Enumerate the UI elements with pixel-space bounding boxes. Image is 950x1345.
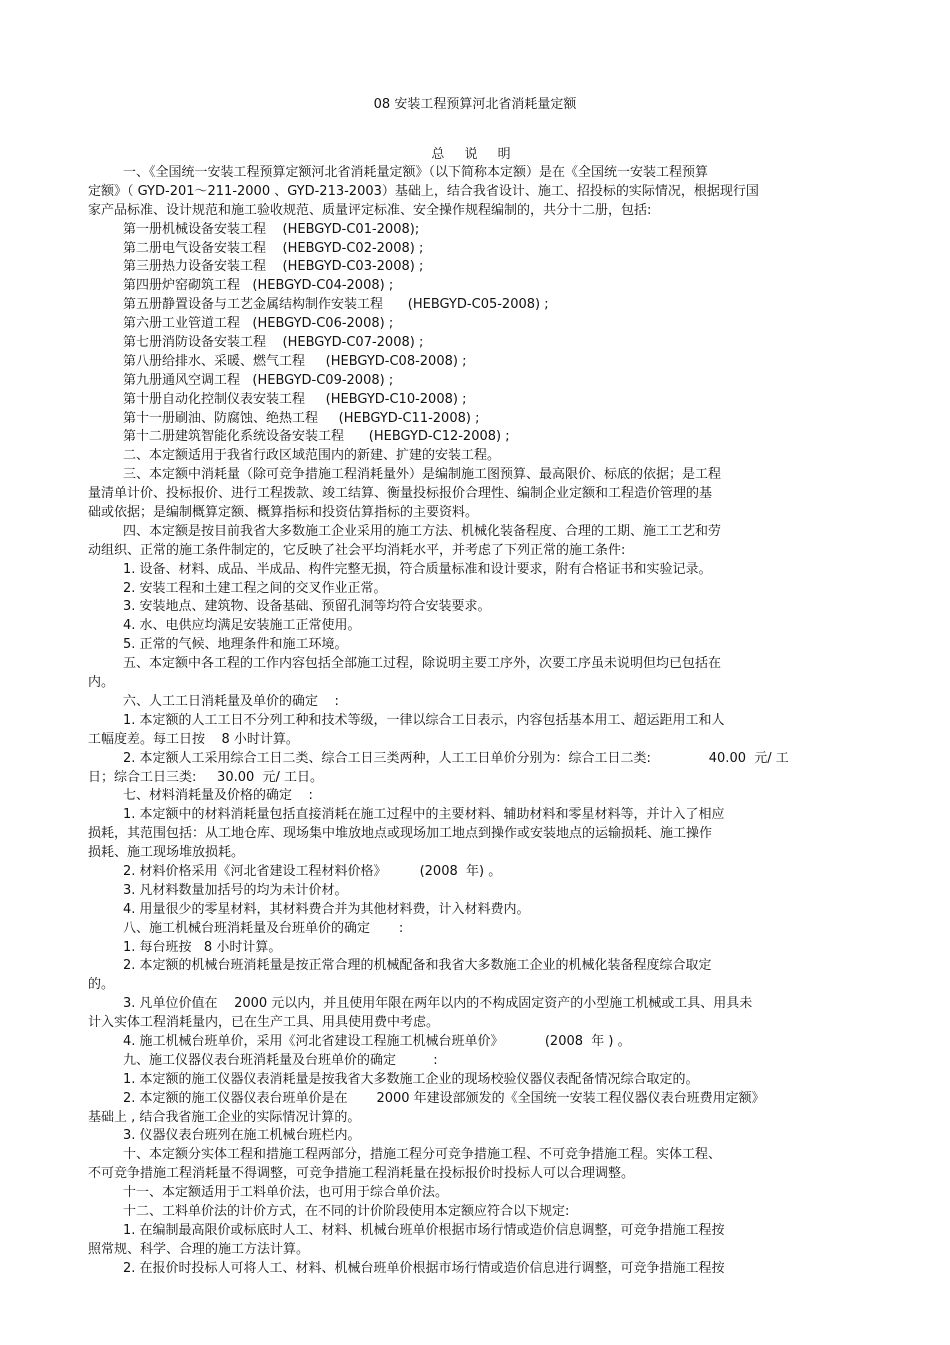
text-line: 基础上 , 结合我省施工企业的实际情况计算的。	[88, 1109, 361, 1125]
text-line: 1. 在编制最高限价或标底时人工、材料、机械台班单价根据市场行情或造价信息调整，可竞争措施工程按	[123, 1222, 725, 1238]
text-line: 3. 仪器仪表台班列在施工机械台班栏内。	[123, 1128, 361, 1144]
text-line: 4. 施工机械台班单价，采用《河北省建设工程施工机械台班单价》 (2008 年 ) 。	[123, 1033, 631, 1049]
text-line: 三、本定额中消耗量（除可竞争措施工程消耗量外）是编制施工图预算、最高限价、标底的依据；是工程	[123, 467, 722, 483]
text-line: 础或依据；是编制概算定额、概算指标和投资估算指标的主要资料。	[88, 505, 479, 521]
text-line: 家产品标准、设计规范和施工验收规范、质量评定标准、安全操作规程编制的，共分十二册，包括:	[88, 202, 652, 218]
text-line: 1. 设备、材料、成品、半成品、构件完整无损，符合质量标准和设计要求，附有合格证书和实验记录。	[123, 561, 712, 577]
text-line: 十、本定额分实体工程和措施工程两部分，措施工程分可竞争措施工程、不可竞争措施工程。实体工程、	[123, 1147, 722, 1163]
text-line: 十二、工料单价法的计价方式，在不同的计价阶段使用本定额应符合以下规定:	[123, 1203, 570, 1219]
text-line: 二、本定额适用于我省行政区域范围内的新建、扩建的安装工程。	[123, 448, 501, 464]
text-line: 5. 正常的气候、地理条件和施工环境。	[123, 637, 348, 653]
text-line: 四、本定额是按目前我省大多数施工企业采用的施工方法、机械化装备程度、合理的工期、施工工艺和劳	[123, 523, 722, 539]
text-line: 4. 用量很少的零星材料，其材料费合并为其他材料费，计入材料费内。	[123, 901, 530, 917]
text-line: 1. 本定额的施工仪器仪表消耗量是按我省大多数施工企业的现场校验仪器仪表配备情况综合取定的。	[123, 1071, 699, 1087]
text-line: 计入实体工程消耗量内，已在生产工具、用具使用费中考虑。	[88, 1015, 440, 1031]
text-line: 第十二册建筑智能化系统设备安装工程 (HEBGYD-C12-2008) ;	[123, 429, 510, 445]
text-line: 2. 本定额人工采用综合工日二类、综合工日三类两种，人工工日单价分别为：综合工日二类: 40.00 元/ 工	[123, 750, 789, 766]
text-line: 2. 在报价时投标人可将人工、材料、机械台班单价根据市场行情或造价信息进行调整，可竞争措施工程按	[123, 1260, 725, 1276]
text-line: 八、施工机械台班消耗量及台班单价的确定 :	[123, 920, 404, 936]
text-line: 2. 安装工程和土建工程之间的交叉作业正常。	[123, 580, 387, 596]
text-line: 2. 本定额的施工仪器仪表台班单价是在 2000 年建设部颁发的《全国统一安装工程仪器仪表台班费用定额》	[123, 1090, 765, 1106]
text-line: 1. 本定额中的材料消耗量包括直接消耗在施工过程中的主要材料、辅助材料和零星材料等，并计入了相应	[123, 807, 725, 823]
text-line: 照常规、科学、合理的施工方法计算。	[88, 1241, 310, 1257]
text-line: 第四册炉窑砌筑工程 (HEBGYD-C04-2008) ;	[123, 278, 394, 294]
text-line: 七、材料消耗量及价格的确定 :	[123, 788, 313, 804]
document-body	[88, 164, 888, 1279]
text-line: 动组织、正常的施工条件制定的，它反映了社会平均消耗水平，并考虑了下列正常的施工条件:	[88, 542, 626, 558]
text-line: 第二册电气设备安装工程 (HEBGYD-C02-2008) ;	[123, 240, 424, 256]
text-line: 4. 水、电供应均满足安装施工正常使用。	[123, 618, 361, 634]
text-line: 3. 安装地点、建筑物、设备基础、预留孔洞等均符合安装要求。	[123, 599, 491, 615]
text-line: 内。	[88, 675, 115, 691]
text-line: 第七册消防设备安装工程 (HEBGYD-C07-2008) ;	[123, 335, 424, 351]
section-heading: 总 说 明	[431, 147, 519, 162]
text-line: 工幅度差。每工日按 8 小时计算。	[88, 731, 299, 747]
text-line: 3. 凡材料数量加括号的均为未计价材。	[123, 882, 348, 898]
text-line: 1. 本定额的人工工日不分列工种和技术等级，一律以综合工日表示，内容包括基本用工、超运距用工和人	[123, 712, 725, 728]
text-line: 日；综合工日三类: 30.00 元/ 工日。	[88, 769, 324, 785]
text-line: 定额》（ GYD-201～211-2000 、GYD-213-2003）基础上，结合我省设计、施工、招投标的实际情况，根据现行国	[88, 183, 759, 199]
text-line: 3. 凡单位价值在 2000 元以内，并且使用年限在两年以内的不构成固定资产的小型施工机械或工具、用具未	[123, 996, 753, 1012]
text-line: 第九册通风空调工程 (HEBGYD-C09-2008) ;	[123, 372, 394, 388]
text-line: 九、施工仪器仪表台班消耗量及台班单价的确定 :	[123, 1052, 438, 1068]
text-line: 损耗、施工现场堆放损耗。	[88, 845, 245, 861]
text-line: 第一册机械设备安装工程 (HEBGYD-C01-2008);	[123, 221, 420, 237]
text-line: 不可竞争措施工程消耗量不得调整，可竞争措施工程消耗量在投标报价时投标人可以合理调整。	[88, 1166, 635, 1182]
text-line: 2. 材料价格采用《河北省建设工程材料价格》 (2008 年) 。	[123, 863, 502, 879]
document-title: 08 安装工程预算河北省消耗量定额	[373, 97, 577, 112]
text-line: 五、本定额中各工程的工作内容包括全部施工过程，除说明主要工序外，次要工序虽未说明但均已包括在	[123, 656, 722, 672]
text-line: 第三册热力设备安装工程 (HEBGYD-C03-2008) ;	[123, 259, 424, 275]
text-line: 第六册工业管道工程 (HEBGYD-C06-2008) ;	[123, 316, 394, 332]
text-line: 第十一册刷油、防腐蚀、绝热工程 (HEBGYD-C11-2008) ;	[123, 410, 480, 426]
text-line: 一、《全国统一安装工程预算定额河北省消耗量定额》（以下简称本定额）是在《全国统一安装工程预算	[123, 165, 709, 180]
text-line: 1. 每台班按 8 小时计算。	[123, 939, 282, 955]
text-line: 2. 本定额的机械台班消耗量是按正常合理的机械配备和我省大多数施工企业的机械化装备程度综合取定	[123, 958, 712, 974]
text-line: 第五册静置设备与工艺金属结构制作安装工程 (HEBGYD-C05-2008) ;	[123, 297, 549, 313]
text-line: 十一、本定额适用于工料单价法，也可用于综合单价法。	[123, 1185, 449, 1201]
text-line: 第八册给排水、采暖、燃气工程 (HEBGYD-C08-2008) ;	[123, 353, 467, 369]
text-line: 第十册自动化控制仪表安装工程 (HEBGYD-C10-2008) ;	[123, 391, 467, 407]
text-line: 六、人工工日消耗量及单价的确定 :	[123, 693, 339, 709]
text-line: 损耗，其范围包括：从工地仓库、现场集中堆放地点或现场加工地点到操作或安装地点的运输损耗、施工操作	[88, 826, 713, 842]
text-line: 量清单计价、投标报价、进行工程拨款、竣工结算、衡量投标报价合理性、编制企业定额和工程造价管理的基	[88, 486, 713, 502]
text-line: 的。	[88, 977, 115, 993]
